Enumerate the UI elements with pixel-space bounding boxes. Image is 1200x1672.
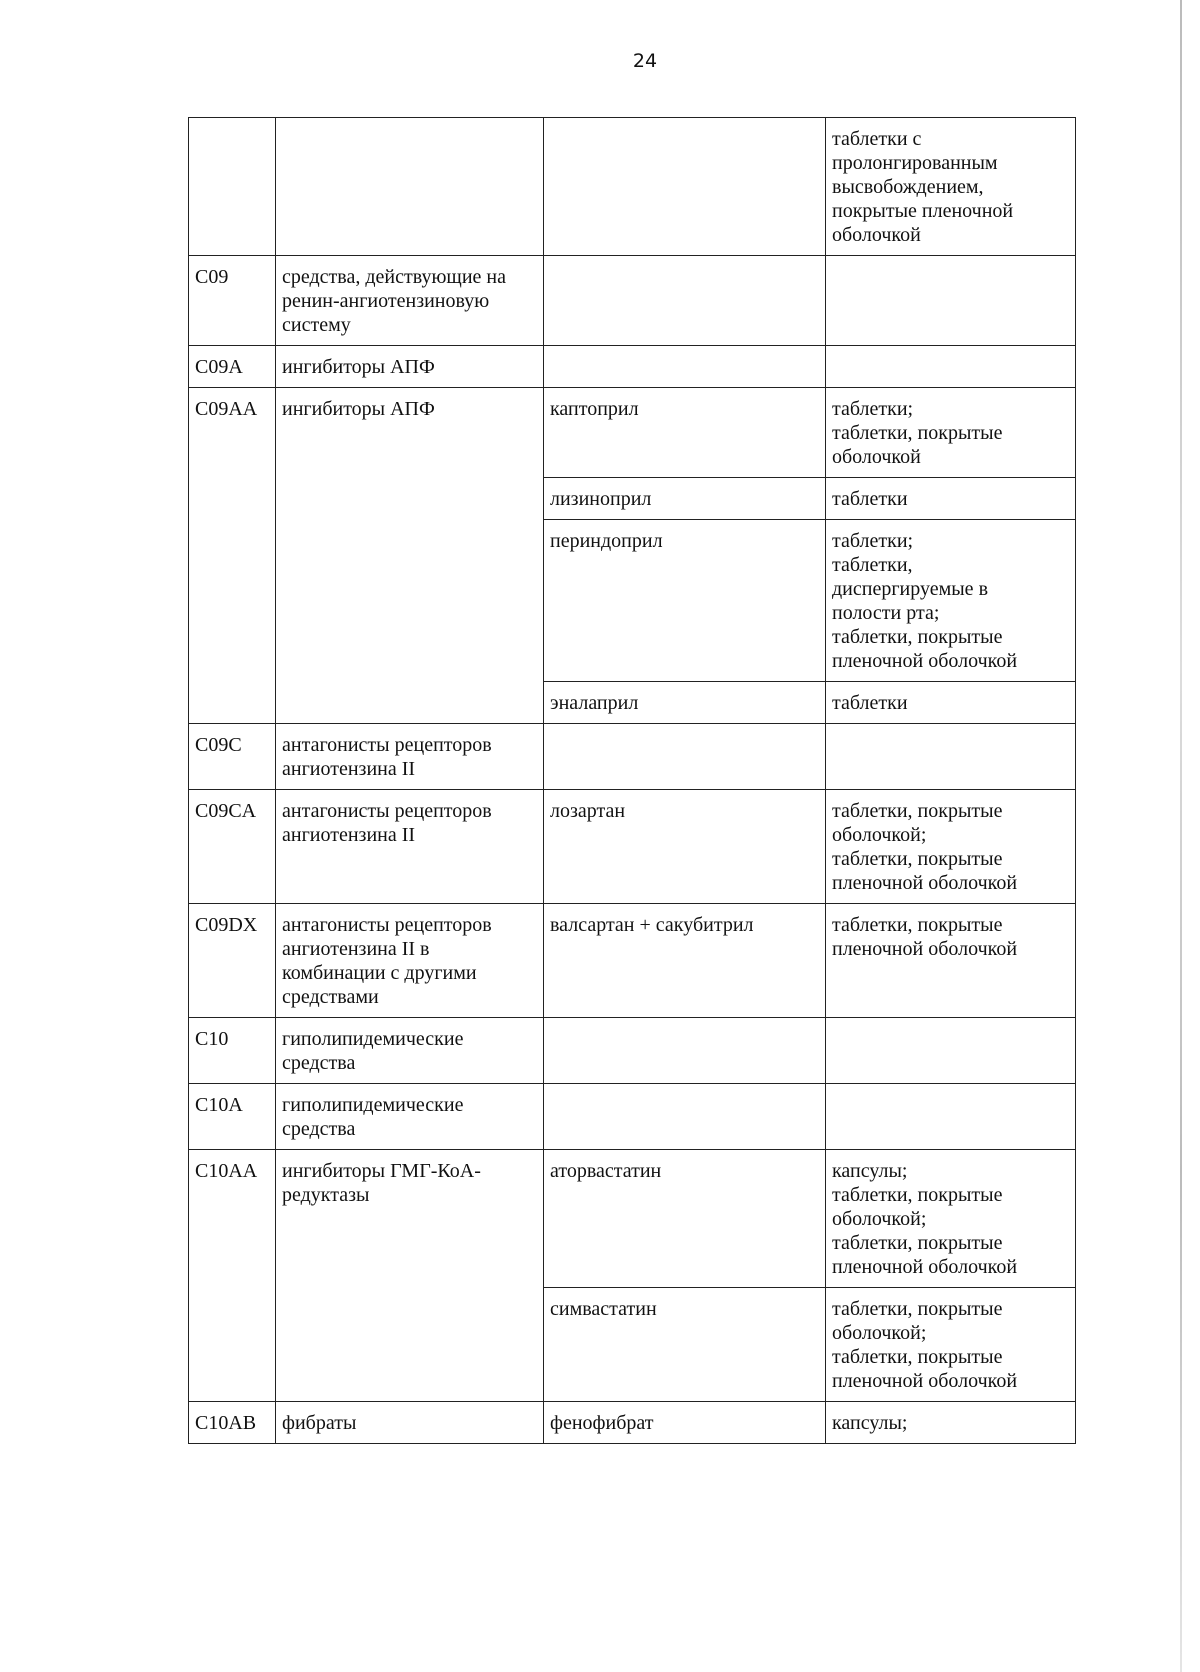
drug-cell: эналаприл bbox=[544, 682, 826, 724]
dosage-form-cell: таблетки с пролонгированным высвобождением, покрытые пленочной оболочкой bbox=[826, 118, 1076, 256]
drug-cell: симвастатин bbox=[544, 1288, 826, 1402]
drug-table bbox=[188, 117, 1076, 1444]
atc-code-cell: C09 bbox=[189, 256, 276, 346]
table-row bbox=[189, 118, 1076, 256]
atc-code-cell: C10AB bbox=[189, 1402, 276, 1444]
drug-cell: каптоприл bbox=[544, 388, 826, 478]
group-cell: антагонисты рецепторов ангиотензина II bbox=[276, 790, 544, 904]
dosage-form-cell: таблетки bbox=[826, 682, 1076, 724]
group-cell: средства, действующие на ренин-ангиотензиновую систему bbox=[276, 256, 544, 346]
dosage-form-cell bbox=[826, 1018, 1076, 1084]
atc-code-cell: C09C bbox=[189, 724, 276, 790]
atc-code-cell bbox=[189, 118, 276, 256]
table-row bbox=[189, 1150, 1076, 1288]
scan-edge-line bbox=[1180, 0, 1182, 1672]
atc-code-cell: C09CA bbox=[189, 790, 276, 904]
table-row bbox=[189, 1402, 1076, 1444]
dosage-form-cell: капсулы; таблетки, покрытые оболочкой; таблетки, покрытые пленочной оболочкой bbox=[826, 1150, 1076, 1288]
dosage-form-cell bbox=[826, 1084, 1076, 1150]
dosage-form-cell bbox=[826, 256, 1076, 346]
table-row bbox=[189, 346, 1076, 388]
drug-cell: периндоприл bbox=[544, 520, 826, 682]
drug-cell: лозартан bbox=[544, 790, 826, 904]
atc-code-cell: C10A bbox=[189, 1084, 276, 1150]
atc-code-cell: C10 bbox=[189, 1018, 276, 1084]
dosage-form-cell bbox=[826, 724, 1076, 790]
group-cell: ингибиторы АПФ bbox=[276, 388, 544, 724]
group-cell: антагонисты рецепторов ангиотензина II в комбинации с другими средствами bbox=[276, 904, 544, 1018]
atc-code-cell: C09AA bbox=[189, 388, 276, 724]
table-row bbox=[189, 1018, 1076, 1084]
group-cell: ингибиторы ГМГ-КоА- редуктазы bbox=[276, 1150, 544, 1402]
dosage-form-cell: таблетки; таблетки, покрытые оболочкой bbox=[826, 388, 1076, 478]
drug-cell bbox=[544, 346, 826, 388]
dosage-form-cell: таблетки, покрытые оболочкой; таблетки, покрытые пленочной оболочкой bbox=[826, 790, 1076, 904]
table-row bbox=[189, 904, 1076, 1018]
dosage-form-cell: капсулы; bbox=[826, 1402, 1076, 1444]
table-row bbox=[189, 790, 1076, 904]
group-cell: гиполипидемические средства bbox=[276, 1084, 544, 1150]
atc-code-cell: C09A bbox=[189, 346, 276, 388]
drug-cell: аторвастатин bbox=[544, 1150, 826, 1288]
drug-cell bbox=[544, 1084, 826, 1150]
group-cell: фибраты bbox=[276, 1402, 544, 1444]
atc-code-cell: C10AA bbox=[189, 1150, 276, 1402]
table-row bbox=[189, 388, 1076, 478]
dosage-form-cell: таблетки; таблетки, диспергируемые в полости рта; таблетки, покрытые пленочной оболочкой bbox=[826, 520, 1076, 682]
drug-cell bbox=[544, 118, 826, 256]
drug-cell: валсартан + сакубитрил bbox=[544, 904, 826, 1018]
table-row bbox=[189, 1084, 1076, 1150]
drug-cell: фенофибрат bbox=[544, 1402, 826, 1444]
group-cell: ингибиторы АПФ bbox=[276, 346, 544, 388]
table-row bbox=[189, 724, 1076, 790]
drug-cell bbox=[544, 1018, 826, 1084]
group-cell: антагонисты рецепторов ангиотензина II bbox=[276, 724, 544, 790]
dosage-form-cell: таблетки, покрытые оболочкой; таблетки, покрытые пленочной оболочкой bbox=[826, 1288, 1076, 1402]
group-cell: гиполипидемические средства bbox=[276, 1018, 544, 1084]
drug-cell bbox=[544, 724, 826, 790]
atc-code-cell: C09DX bbox=[189, 904, 276, 1018]
drug-cell: лизиноприл bbox=[544, 478, 826, 520]
dosage-form-cell: таблетки, покрытые пленочной оболочкой bbox=[826, 904, 1076, 1018]
page-number: 24 bbox=[632, 50, 658, 72]
drug-cell bbox=[544, 256, 826, 346]
dosage-form-cell: таблетки bbox=[826, 478, 1076, 520]
group-cell bbox=[276, 118, 544, 256]
table-row bbox=[189, 256, 1076, 346]
dosage-form-cell bbox=[826, 346, 1076, 388]
